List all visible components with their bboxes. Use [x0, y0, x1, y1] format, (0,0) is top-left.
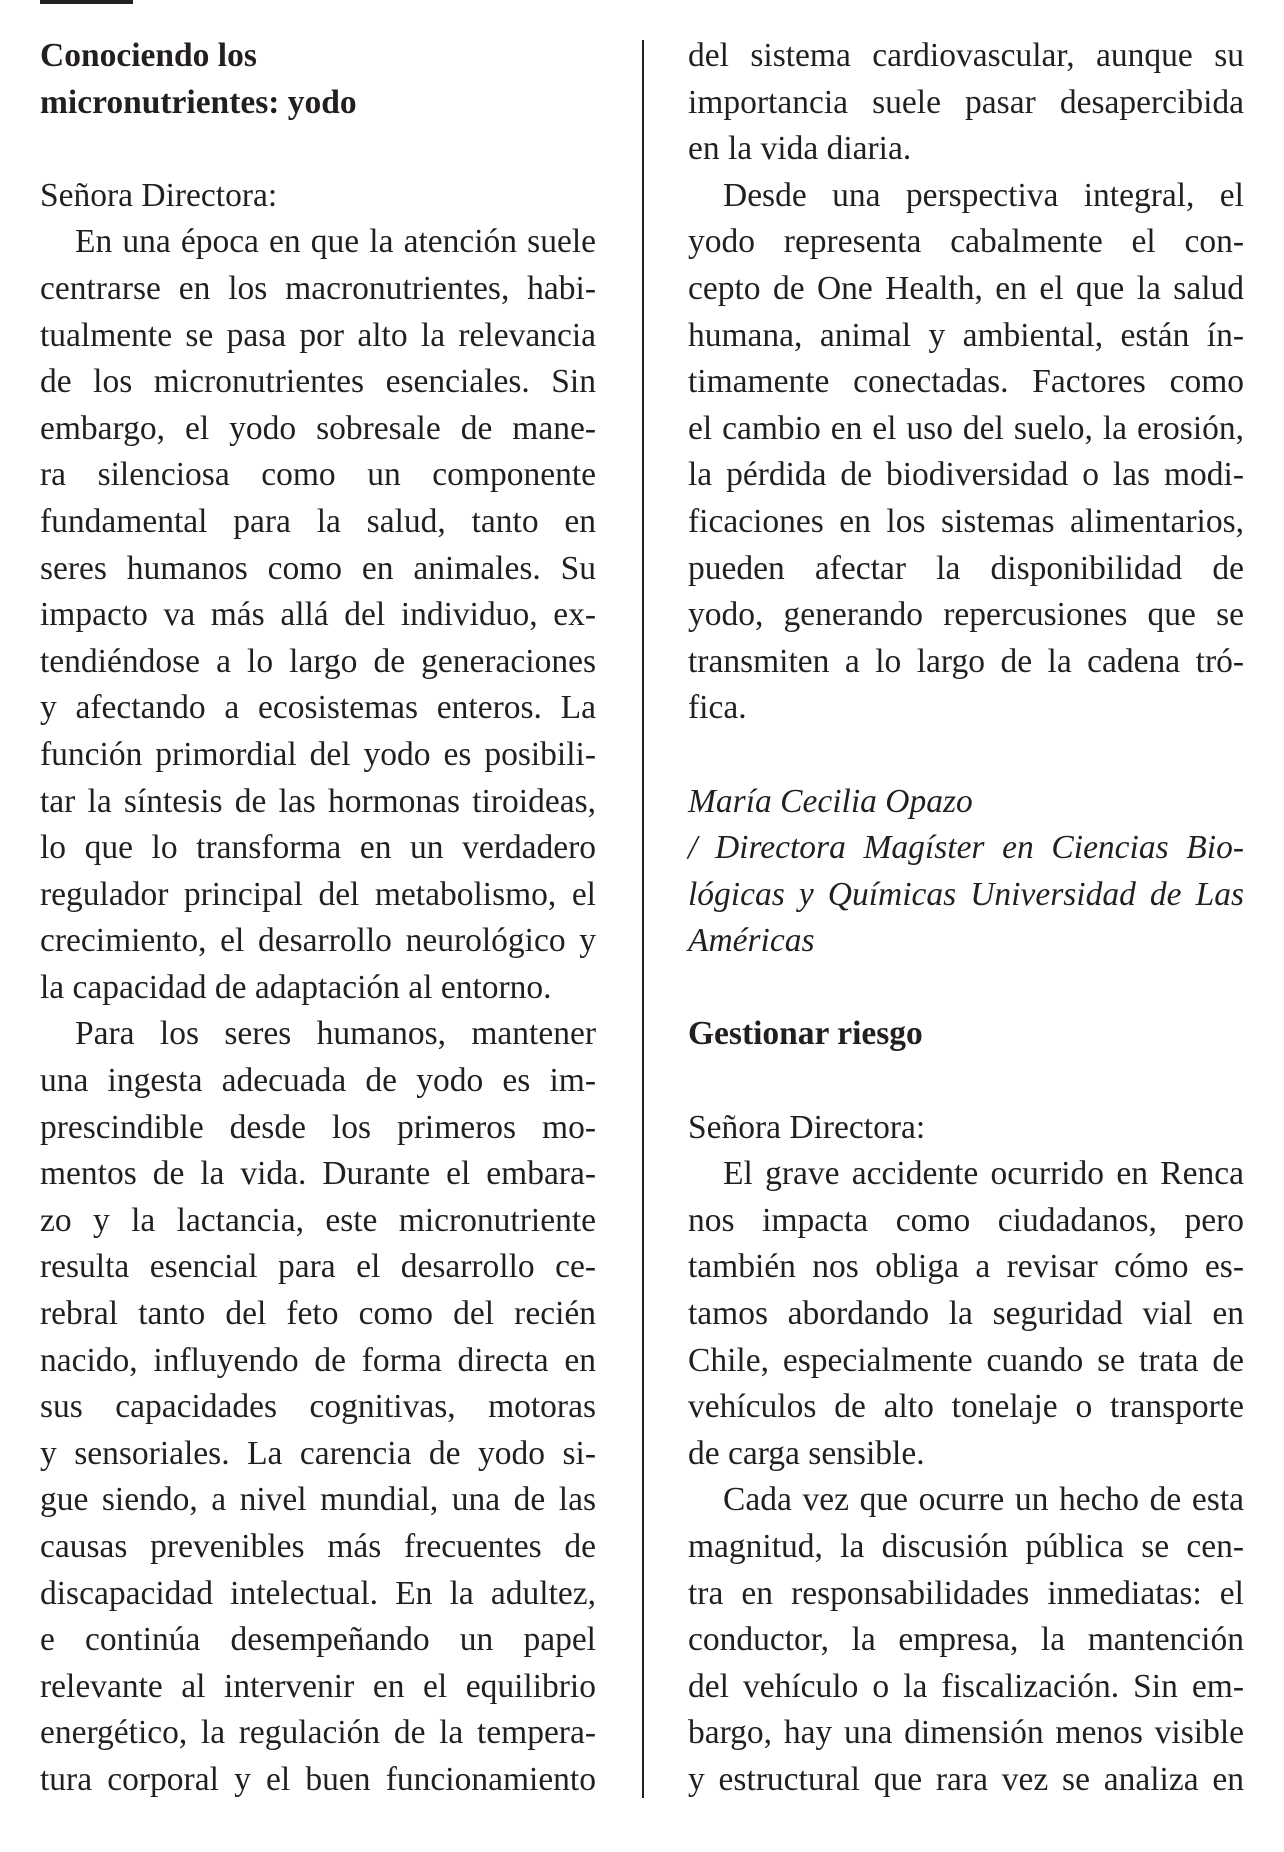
body-line: ficaciones en los sistemas alimentarios,	[688, 502, 1244, 540]
top-rule	[40, 0, 133, 4]
body-line: en la vida diaria.	[688, 130, 912, 168]
body-line: función primordial del yodo es posibili-	[40, 735, 596, 773]
body-line: embargo, el yodo sobresale de mane-	[40, 409, 596, 447]
body-line: crecimiento, el desarrollo neurológico y	[40, 922, 596, 960]
letter2-title: Gestionar riesgo	[688, 1015, 923, 1053]
letter1-title-line-2: micronutrientes: yodo	[40, 83, 357, 121]
body-line: tendiéndose a lo largo de generaciones	[40, 642, 596, 680]
left-column	[40, 33, 596, 1804]
body-line: la pérdida de biodiversidad o las modi-	[688, 456, 1244, 494]
body-line: yodo, generando repercusiones que se	[688, 596, 1244, 634]
body-line: regulador principal del metabolismo, el	[40, 875, 596, 913]
body-line: energético, la regulación de la tempera-	[40, 1714, 596, 1752]
body-line: gue siendo, a nivel mundial, una de las	[40, 1481, 596, 1519]
body-line: transmiten a lo largo de la cadena tró-	[688, 642, 1244, 680]
body-line: zo y la lactancia, este micronutriente	[40, 1201, 596, 1239]
body-line: fundamental para la salud, tanto en	[40, 502, 596, 540]
signature-line: / Directora Magíster en Ciencias Bio-	[688, 829, 1244, 867]
body-line: pueden afectar la disponibilidad de	[688, 549, 1244, 587]
body-line: bargo, hay una dimensión menos visible	[688, 1714, 1244, 1752]
body-line: la capacidad de adaptación al entorno.	[40, 968, 552, 1006]
body-line: Para los seres humanos, mantener	[75, 1015, 596, 1053]
spacer	[688, 1058, 1244, 1105]
letter1-salutation: Señora Directora:	[40, 176, 278, 214]
spacer	[688, 732, 1244, 779]
body-line: seres humanos como en animales. Su	[40, 549, 596, 587]
body-line: el cambio en el uso del suelo, la erosión,	[688, 409, 1244, 447]
body-line: y sensoriales. La carencia de yodo si-	[40, 1434, 596, 1472]
body-line: impacto va más allá del individuo, ex-	[40, 596, 596, 634]
body-line: Desde una perspectiva integral, el	[723, 176, 1244, 214]
signature-line: Américas	[688, 922, 815, 960]
body-line: centrarse en los macronutrientes, habi-	[40, 269, 596, 307]
column-divider	[642, 40, 644, 1798]
body-line: timamente conectadas. Factores como	[688, 363, 1244, 401]
body-line: yodo representa cabalmente el con-	[688, 223, 1244, 261]
body-line: ra silenciosa como un componente	[40, 456, 596, 494]
body-line: Chile, especialmente cuando se trata de	[688, 1341, 1244, 1379]
body-line: también nos obliga a revisar cómo es-	[688, 1248, 1244, 1286]
spacer	[688, 965, 1244, 1012]
body-line: causas prevenibles más frecuentes de	[40, 1528, 596, 1565]
body-line: de los micronutrientes esenciales. Sin	[40, 363, 596, 401]
body-line: tar la síntesis de las hormonas tiroideas,	[40, 782, 596, 820]
body-line: del sistema cardiovascular, aunque su	[688, 37, 1244, 74]
body-line: En una época en que la atención suele	[75, 223, 596, 261]
body-line: rebral tanto del feto como del recién	[40, 1295, 596, 1333]
body-line: nacido, influyendo de forma directa en	[40, 1341, 596, 1379]
body-line: fica.	[688, 689, 747, 727]
body-line: importancia suele pasar desapercibida	[688, 83, 1244, 121]
letter2-salutation: Señora Directora:	[688, 1108, 926, 1146]
body-line: cepto de One Health, en el que la salud	[688, 269, 1244, 307]
body-line: tualmente se pasa por alto la relevancia	[40, 316, 596, 354]
body-line: y estructural que rara vez se analiza en	[688, 1760, 1244, 1798]
body-line: El grave accidente ocurrido en Renca	[723, 1155, 1244, 1193]
body-line: magnitud, la discusión pública se cen-	[688, 1528, 1244, 1565]
body-line: e continúa desempeñando un papel	[40, 1621, 596, 1659]
body-line: Cada vez que ocurre un hecho de esta	[723, 1481, 1244, 1519]
body-line: y afectando a ecosistemas enteros. La	[40, 689, 596, 727]
body-line: mentos de la vida. Durante el embara-	[40, 1155, 596, 1193]
body-line: relevante al intervenir en el equilibrio	[40, 1667, 596, 1705]
letter1-title-line-1: Conociendo los	[40, 37, 257, 74]
body-line: tra en responsabilidades inmediatas: el	[688, 1574, 1244, 1612]
body-line: del vehículo o la fiscalización. Sin em-	[688, 1667, 1244, 1705]
body-line: conductor, la empresa, la mantención	[688, 1621, 1244, 1659]
right-column	[688, 33, 1244, 1804]
spacer	[40, 126, 596, 173]
body-line: prescindible desde los primeros mo-	[40, 1108, 596, 1146]
body-line: tura corporal y el buen funcionamiento	[40, 1760, 596, 1798]
body-line: sus capacidades cognitivas, motoras	[40, 1388, 596, 1426]
signature-name: María Cecilia Opazo	[688, 782, 973, 820]
body-line: tamos abordando la seguridad vial en	[688, 1295, 1244, 1333]
signature-line: lógicas y Químicas Universidad de Las	[688, 875, 1244, 913]
body-line: resulta esencial para el desarrollo ce-	[40, 1248, 596, 1286]
body-line: lo que lo transforma en un verdadero	[40, 829, 596, 867]
body-line: vehículos de alto tonelaje o transporte	[688, 1388, 1244, 1426]
body-line: de carga sensible.	[688, 1434, 925, 1472]
body-line: discapacidad intelectual. En la adultez,	[40, 1574, 596, 1612]
body-line: nos impacta como ciudadanos, pero	[688, 1201, 1244, 1239]
body-line: humana, animal y ambiental, están ín-	[688, 316, 1244, 354]
body-line: una ingesta adecuada de yodo es im-	[40, 1062, 596, 1100]
